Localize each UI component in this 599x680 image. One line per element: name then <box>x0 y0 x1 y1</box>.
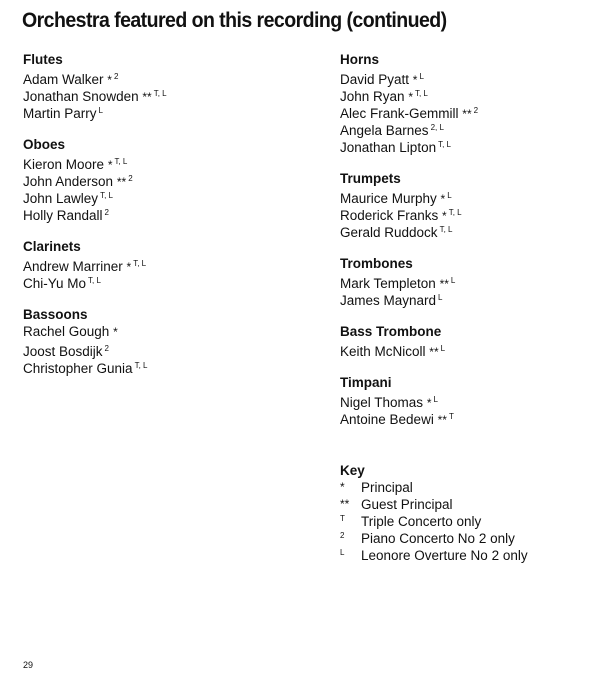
key-legend <box>340 462 528 564</box>
player-name: Keith McNicoll <box>340 344 426 359</box>
key-symbol: * <box>340 480 345 494</box>
player-name: Adam Walker <box>23 72 104 87</box>
player-name: Angela Barnes <box>340 123 429 138</box>
principal-mark: * <box>107 158 113 172</box>
principal-mark: ** <box>462 107 472 121</box>
section-heading: Bass Trombone <box>340 324 442 339</box>
key-symbol: 2 <box>340 531 345 540</box>
player-row <box>340 340 590 357</box>
footnote-mark: T, L <box>153 89 167 98</box>
section-oboes <box>23 136 313 221</box>
section-heading: Trombones <box>340 256 413 271</box>
player-name: Andrew Marriner <box>23 259 123 274</box>
key-label: Leonore Overture No 2 only <box>361 548 528 563</box>
player-name: Jonathan Lipton <box>340 140 437 155</box>
key-entry <box>340 513 528 530</box>
player-name: Antoine Bedewi <box>340 412 434 427</box>
player-row <box>23 272 313 289</box>
page-number: 29 <box>23 660 34 670</box>
key-label: Principal <box>361 480 413 495</box>
player-name: John Ryan <box>340 89 405 104</box>
section-clarinets <box>23 238 313 289</box>
player-row <box>23 153 313 170</box>
player-name: Christopher Gunia <box>23 361 133 376</box>
key-label: Triple Concerto only <box>361 514 482 529</box>
player-row <box>340 204 590 221</box>
section-heading: Timpani <box>340 375 392 390</box>
player-row <box>340 272 590 289</box>
left-column <box>23 51 313 391</box>
principal-mark: ** <box>439 277 449 291</box>
footnote-mark: T, L <box>414 89 428 98</box>
player-row <box>23 85 313 102</box>
footnote-mark: 2 <box>104 208 109 217</box>
player-name: Rachel Gough <box>23 324 110 339</box>
player-row <box>23 340 313 357</box>
player-name: Joost Bosdijk <box>23 344 103 359</box>
principal-mark: ** <box>429 345 439 359</box>
player-row <box>340 391 590 408</box>
key-entry <box>340 547 528 564</box>
player-name: David Pyatt <box>340 72 410 87</box>
player-row <box>340 102 590 119</box>
player-name: Martin Parry <box>23 106 97 121</box>
footnote-mark: L <box>98 106 103 115</box>
footnote-mark: 2 <box>473 106 479 115</box>
player-row <box>340 119 590 136</box>
footnote-mark: L <box>450 276 456 285</box>
footnote-mark: L <box>440 344 446 353</box>
footnote-mark: L <box>447 191 452 200</box>
footnote-mark: T, L <box>438 140 451 149</box>
section-flutes <box>23 51 313 119</box>
section-bass-trombone <box>340 323 590 357</box>
player-row <box>340 85 590 102</box>
player-row <box>340 408 590 425</box>
section-heading: Oboes <box>23 137 66 152</box>
key-heading: Key <box>340 463 365 478</box>
footnote-mark: L <box>419 72 424 81</box>
principal-mark: * <box>426 396 432 410</box>
player-row <box>23 187 313 204</box>
page-title: Orchestra featured on this recording (continued) <box>22 9 447 32</box>
section-heading: Flutes <box>23 52 63 67</box>
footnote-mark: T, L <box>88 276 101 285</box>
key-symbol: T <box>340 514 345 523</box>
section-horns <box>340 51 590 153</box>
section-heading: Clarinets <box>23 239 81 254</box>
footnote-mark: T, L <box>114 157 128 166</box>
player-row <box>23 323 313 340</box>
player-row <box>23 204 313 221</box>
footnote-mark: 2 <box>128 174 133 183</box>
footnote-mark: 2 <box>113 72 119 81</box>
footnote-mark: T, L <box>133 259 147 268</box>
player-row <box>340 187 590 204</box>
player-name: James Maynard <box>340 293 437 308</box>
principal-mark: ** <box>437 413 447 427</box>
principal-mark: * <box>107 73 112 87</box>
section-heading: Bassoons <box>23 307 88 322</box>
player-name: Jonathan Snowden <box>23 89 139 104</box>
player-row <box>340 221 590 238</box>
player-name: Holly Randall <box>23 208 103 223</box>
right-column <box>340 51 590 442</box>
key-symbol: L <box>340 548 345 557</box>
principal-mark: * <box>442 209 447 223</box>
footnote-mark: T <box>448 412 454 421</box>
footnote-mark: L <box>438 293 443 302</box>
section-heading: Trumpets <box>340 171 401 186</box>
player-row <box>340 289 590 306</box>
principal-mark: * <box>408 90 413 104</box>
player-row <box>23 170 313 187</box>
player-name: John Anderson <box>23 174 114 189</box>
key-entries <box>340 479 528 564</box>
section-trombones <box>340 255 590 306</box>
player-name: Kieron Moore <box>23 157 105 172</box>
key-label: Piano Concerto No 2 only <box>361 531 515 546</box>
player-row <box>23 357 313 374</box>
principal-mark: * <box>126 260 132 274</box>
principal-mark: * <box>113 325 118 339</box>
key-label: Guest Principal <box>361 497 453 512</box>
player-row <box>23 102 313 119</box>
player-name: Mark Templeton <box>340 276 436 291</box>
player-name: Chi-Yu Mo <box>23 276 87 291</box>
player-name: Nigel Thomas <box>340 395 424 410</box>
player-name: Roderick Franks <box>340 208 439 223</box>
section-trumpets <box>340 170 590 238</box>
player-row <box>23 68 313 85</box>
principal-mark: * <box>440 192 446 206</box>
section-timpani <box>340 374 590 425</box>
footnote-mark: T, L <box>448 208 462 217</box>
player-row <box>340 136 590 153</box>
key-entry <box>340 496 528 513</box>
principal-mark: * <box>412 73 418 87</box>
key-entry <box>340 530 528 547</box>
footnote-mark: 2 <box>104 344 109 353</box>
key-entry <box>340 479 528 496</box>
player-name: John Lawley <box>23 191 99 206</box>
principal-mark: ** <box>116 175 127 189</box>
player-row <box>340 68 590 85</box>
player-row <box>23 255 313 272</box>
section-bassoons <box>23 306 313 374</box>
player-name: Alec Frank-Gemmill <box>340 106 459 121</box>
footnote-mark: L <box>433 395 438 404</box>
player-name: Gerald Ruddock <box>340 225 438 240</box>
key-symbol: ** <box>340 497 350 511</box>
principal-mark: ** <box>142 90 152 104</box>
footnote-mark: T, L <box>134 361 148 370</box>
footnote-mark: T, L <box>439 225 453 234</box>
section-heading: Horns <box>340 52 380 67</box>
footnote-mark: 2, L <box>430 123 444 132</box>
footnote-mark: T, L <box>100 191 113 200</box>
player-name: Maurice Murphy <box>340 191 437 206</box>
